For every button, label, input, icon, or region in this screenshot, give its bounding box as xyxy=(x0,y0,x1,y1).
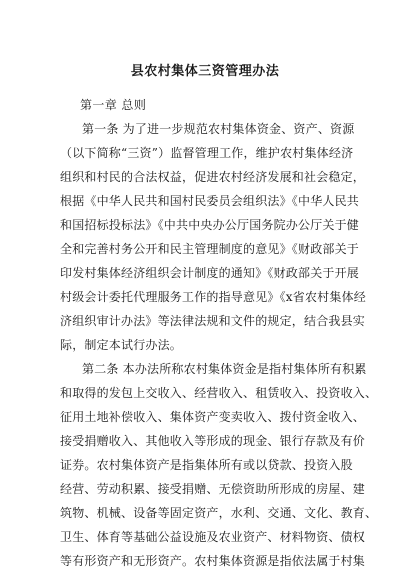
paragraph-line: 根据《中华人民共和国村民委员会组织法》《中华人民共 xyxy=(60,194,360,208)
paragraph-line: 印发村集体经济组织会计制度的通知》《财政部关于开展 xyxy=(60,266,360,280)
paragraph-line: 第一条 为了进一步规范农村集体资金、资产、资源 xyxy=(82,122,355,136)
paragraph-line: 等有形资产和无形资产。农村集体资源是指依法属于村集 xyxy=(60,554,366,568)
paragraph-line: （以下简称“三资”）监督管理工作，维护农村集体经济 xyxy=(60,146,354,160)
paragraph-line: 和国招标投标法》《中共中央办公厅国务院办公厅关于健 xyxy=(60,218,360,232)
paragraph-line: 经营、劳动积累、接受捐赠、无偿资助所形成的房屋、建 xyxy=(60,482,366,496)
paragraph-line: 组织和村民的合法权益，促进农村经济发展和社会稳定， xyxy=(60,170,366,184)
paragraph-line: 和取得的发包上交收入、经营收入、租赁收入、投资收入、 xyxy=(60,386,378,400)
paragraph-line: 接受捐赠收入、其他收入等形成的现金、银行存款及有价 xyxy=(60,434,366,448)
paragraph-line: 证券。农村集体资产是指集体所有或以贷款、投资入股 xyxy=(60,458,353,472)
document-title: 县农村集体三资管理办法 xyxy=(130,64,280,79)
paragraph-line: 济组织审计办法》等法律法规和文件的规定，结合我县实 xyxy=(60,314,366,328)
paragraph-line: 第二条 本办法所称农村集体资金是指村集体所有积累 xyxy=(82,362,367,376)
paragraph-line: 村级会计委托代理服务工作的指导意见》《x省农村集体经 xyxy=(60,290,366,304)
paragraph-line: 卫生、体育等基础公益设施及农业资产、材料物资、债权 xyxy=(60,530,366,544)
chapter-heading: 第一章 总则 xyxy=(80,98,147,112)
paragraph-line: 征用土地补偿收入、集体资产变卖收入、拨付资金收入、 xyxy=(60,410,366,424)
paragraph-line: 全和完善村务公开和民主管理制度的意见》《财政部关于 xyxy=(60,242,360,256)
paragraph-line: 筑物、机械、设备等固定资产，水利、交通、文化、教育、 xyxy=(60,506,378,520)
paragraph-line: 际，制定本试行办法。 xyxy=(60,338,183,352)
